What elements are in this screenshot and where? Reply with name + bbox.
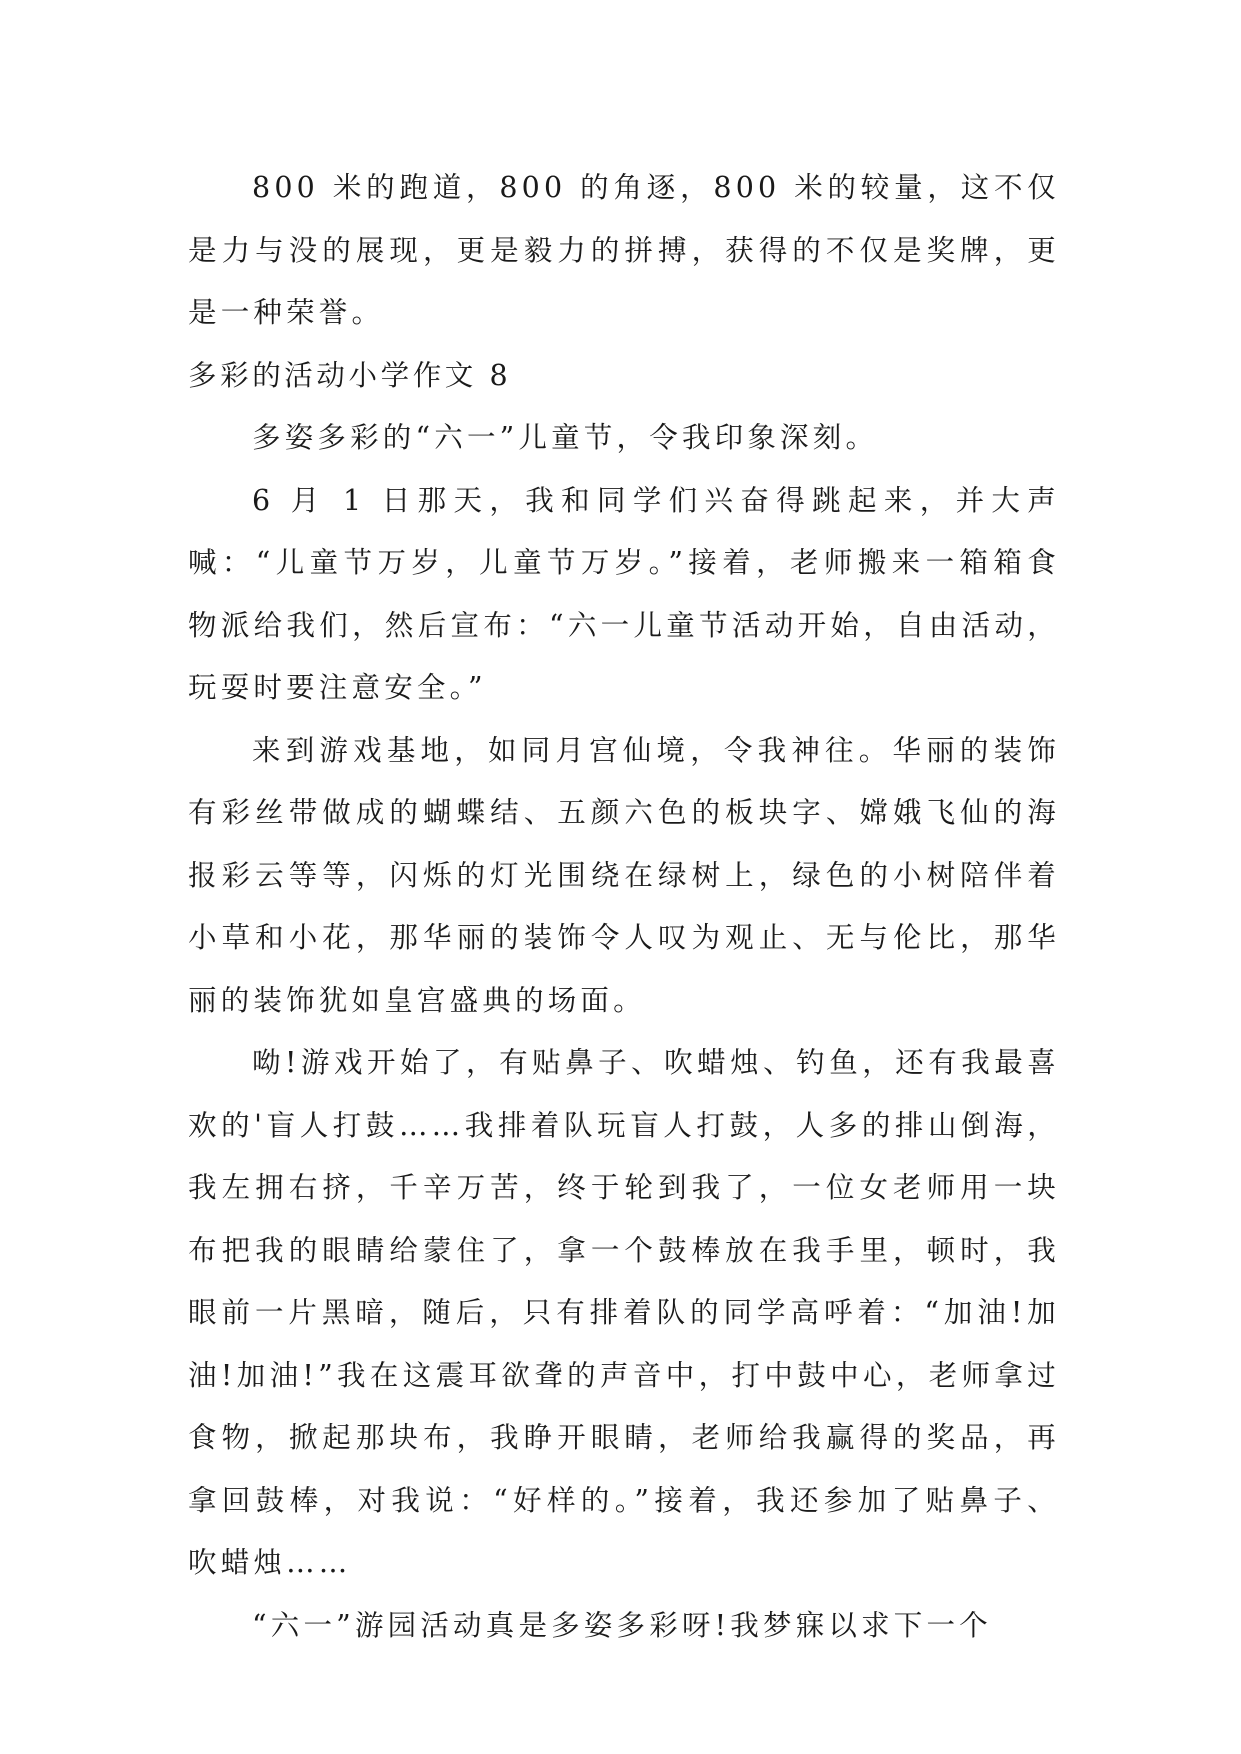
document-body [188, 157, 1060, 1657]
paragraph-june-first: 6 月 1 日那天，我和同学们兴奋得跳起来，并大声喊：“儿童节万岁，儿童节万岁。”接着，老师搬来一箱箱食物派给我们，然后宣布：“六一儿童节活动开始，自由活动，玩耍时要注意安全。” [188, 483, 1060, 704]
paragraph-games: 呦!游戏开始了，有贴鼻子、吹蜡烛、钓鱼，还有我最喜欢的'盲人打鼓……我排着队玩盲人打鼓，人多的排山倒海，我左拥右挤，千辛万苦，终于轮到我了，一位女老师用一块布把我的眼睛给蒙住了，拿一个鼓棒放在我手里，顿时，我眼前一片黑暗，随后，只有排着队的同学高呼着：“加油!加油!加油!”我在这震耳欲聋的声音中，打中鼓中心，老师拿过食物，掀起那块布，我睁开眼睛，老师给我赢得的奖品，再拿回鼓棒，对我说：“好样的。”接着，我还参加了贴鼻子、吹蜡烛…… [188, 1046, 1060, 1579]
paragraph-race: 800 米的跑道，800 的角逐，800 米的较量，这不仅是力与没的展现，更是毅力的拼搏，获得的不仅是奖牌，更是一种荣誉。 [188, 171, 1060, 329]
essay-title: 多彩的活动小学作文 8 [188, 358, 512, 392]
paragraph-intro: 多姿多彩的“六一”儿童节，令我印象深刻。 [252, 421, 879, 454]
paragraph-game-base: 来到游戏基地，如同月宫仙境，令我神往。华丽的装饰有彩丝带做成的蝴蝶结、五颜六色的板块字、嫦娥飞仙的海报彩云等等，闪烁的灯光围绕在绿树上，绿色的小树陪伴着小草和小花，那华丽的装饰令人叹为观止、无与伦比，那华丽的装饰犹如皇宫盛典的场面。 [188, 733, 1060, 1017]
paragraph-closing: “六一”游园活动真是多姿多彩呀!我梦寐以求下一个 [252, 1608, 992, 1642]
